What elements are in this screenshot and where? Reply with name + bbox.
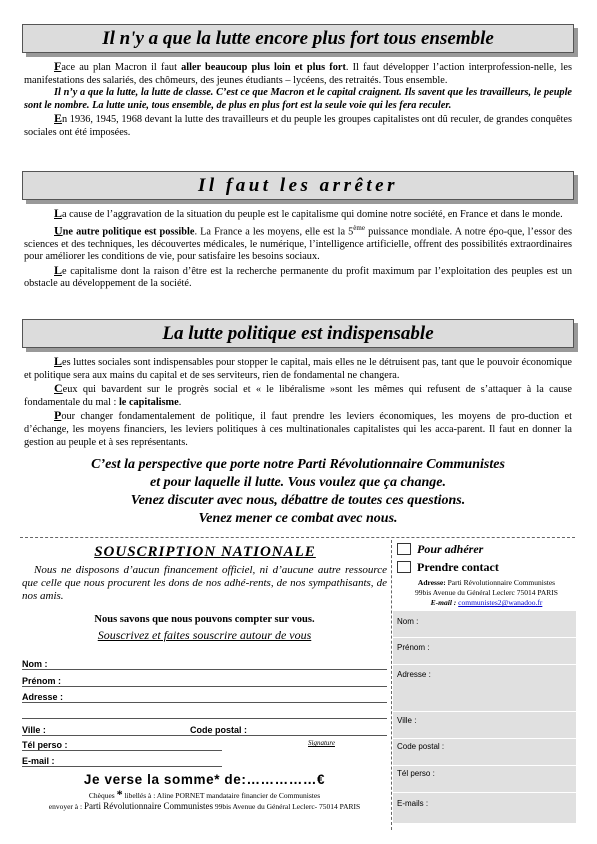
drop-cap: L bbox=[54, 354, 63, 368]
option-contact[interactable] bbox=[397, 558, 576, 576]
drop-cap: F bbox=[54, 59, 62, 73]
email-label: E-mail : bbox=[22, 756, 55, 766]
adresse-field[interactable] bbox=[22, 702, 387, 703]
banner-title-3: La lutte politique est indispensable bbox=[22, 319, 574, 348]
banner-title-2: Il faut les arrêter bbox=[22, 171, 574, 200]
s2-paragraph-1 bbox=[24, 207, 572, 222]
s3-p1-text: es luttes sociales sont indispensables pour stopper le capital, mais elles ne le détruisent pas, tant que le pouvoir économique et politique sera aux mains du capital et de ses serviteurs, rien de fondamental ne changera. bbox=[24, 357, 572, 381]
envoyer-prefix: envoyer à : bbox=[48, 802, 84, 811]
drop-cap: C bbox=[54, 381, 63, 396]
s3-paragraph-1 bbox=[24, 355, 572, 382]
addr-street: 99bis Avenue du Général Leclerc 75014 PARIS bbox=[415, 588, 558, 597]
option-contact-label: Prendre contact bbox=[417, 560, 499, 574]
souscription-line-1: Nous savons que nous pouvons compter sur vous. bbox=[94, 614, 315, 625]
s1-paragraph-1 bbox=[24, 60, 572, 87]
call-line-3: Venez discuter avec nous, débattre de toutes ces questions. bbox=[130, 493, 466, 508]
envoyer-address: 99bis Avenue du Général Leclerc- 75014 PARIS bbox=[212, 802, 361, 811]
ville-label: Ville : bbox=[22, 725, 46, 735]
code-postal-label: Code postal : bbox=[190, 725, 248, 735]
call-to-action bbox=[24, 456, 572, 528]
s2-p2-sup: ème bbox=[353, 223, 365, 232]
cheques-text: libellés à : Aline PORNET mandataire financier de Communistes bbox=[122, 791, 321, 800]
s1-p1-text-a: ace au plan Macron il faut bbox=[61, 62, 182, 73]
s2-paragraph-2 bbox=[24, 222, 572, 264]
addr-label: Adresse: bbox=[417, 578, 446, 587]
envoyer-line bbox=[22, 801, 387, 812]
call-line-1: C’est la perspective que porte notre Parti Révolutionnaire Communistes bbox=[91, 457, 505, 472]
checkbox[interactable] bbox=[397, 561, 411, 573]
adresse-label-right: Adresse : bbox=[397, 670, 431, 679]
cut-line-vertical bbox=[391, 540, 392, 830]
adherer-address bbox=[397, 578, 576, 608]
code-postal-label-right: Code postal : bbox=[397, 742, 445, 751]
souscription-paragraph: Nous ne disposons d’aucun financement officiel, ni d’aucune autre ressource que celle que nous procurent les dons de nos adhé-rents, de nos sympathisants, de nos amis. bbox=[22, 564, 387, 602]
envoyer-party: Parti Révolutionnaire Communistes bbox=[83, 801, 213, 811]
s3-p2-bold: le capitalisme bbox=[118, 396, 179, 408]
ville-field[interactable] bbox=[22, 735, 387, 736]
s2-p2-text-a: . La France a les moyens, elle est la 5 bbox=[194, 226, 354, 238]
checkbox[interactable] bbox=[397, 543, 411, 555]
cheques-line bbox=[22, 789, 387, 801]
s1-p3-text: n 1936, 1945, 1968 devant la lutte des travailleurs et du peuple les groupes capitalistes ont dû reculer, de grandes conquêtes sociales ont été imposées. bbox=[24, 114, 572, 138]
section-3 bbox=[24, 355, 572, 449]
s2-p2-bold: ne autre politique est possible bbox=[62, 226, 195, 238]
s2-p1-text: a cause de l’aggravation de la situation du peuple est le capitalisme qui domine notre société, en France et dans le monde. bbox=[62, 209, 563, 220]
drop-cap: P bbox=[54, 408, 62, 423]
souscription-title: SOUSCRIPTION NATIONALE bbox=[94, 544, 316, 560]
amount-line: Je verse la somme* de:……………€ bbox=[83, 772, 326, 787]
adresse-label: Adresse : bbox=[22, 692, 64, 702]
ville-field-right[interactable] bbox=[393, 711, 576, 738]
cheques-prefix: Chèques bbox=[88, 791, 117, 800]
call-line-2: et pour laquelle il lutte. Vous voulez que ça change. bbox=[150, 475, 446, 490]
cheques-star: * bbox=[116, 787, 123, 801]
s3-p2-text-b: . bbox=[178, 396, 182, 408]
prenom-label-right: Prénom : bbox=[397, 643, 430, 652]
drop-cap: L bbox=[54, 206, 63, 220]
s1-paragraph-3 bbox=[24, 112, 572, 139]
tel-label-right: Tél perso : bbox=[397, 769, 435, 778]
email-label: E-mail : bbox=[430, 598, 459, 607]
s1-paragraph-2: Il n’y a que la lutte, la lutte de classe. C’est ce que Macron et le capital craignent. Ils savent que les travailleurs, le peuple sont le nombre. La lutte unie, tous ensemble, de plus en plus fort est la seule voie qui les fera reculer. bbox=[24, 87, 572, 111]
banner-title-1: Il n'y a que la lutte encore plus fort tous ensemble bbox=[22, 24, 574, 53]
ville-label-right: Ville : bbox=[397, 716, 417, 725]
drop-cap: E bbox=[54, 111, 63, 126]
s1-p1-text-c: . Il faut développer l’action interprofession-nelle, les manifestations des salariés, des chômeurs, des jeunes étudiants – lycéens, des retraités. Tous ensemble. bbox=[24, 62, 572, 86]
s3-paragraph-3 bbox=[24, 409, 572, 449]
section-2 bbox=[24, 207, 572, 291]
section-1 bbox=[24, 60, 572, 140]
nom-label: Nom : bbox=[22, 659, 48, 669]
s2-p3-text: e capitalisme dont la raison d’être est la recherche permanente du profit maximum par l’exploitation des peuples est un obstacle au développement de la société. bbox=[24, 265, 572, 290]
tel-label: Tél perso : bbox=[22, 740, 68, 750]
s1-p1-bold: aller beaucoup plus loin et plus fort bbox=[181, 62, 346, 73]
call-line-4: Venez mener ce combat avec nous. bbox=[198, 511, 398, 526]
cheques-info bbox=[22, 789, 387, 812]
souscription-line-2: Souscrivez et faites souscrire autour de vous bbox=[97, 628, 312, 642]
s3-p3-text: our changer fondamentalement de politique, il faut prendre les leviers économiques, les moyens de pro-duction et d’échange, les moyens financiers, les leviers politiques à ces multinationales capitalistes qui les acca-parent. Il faut en donner la gestion au peuple et à ses représentants. bbox=[24, 411, 572, 448]
nom-field-right[interactable] bbox=[393, 610, 576, 637]
s3-p2-text-a: eux qui bavardent sur le progrès social et « le libéralisme »sont les mêmes qui refusent de s’attaquer à la cause fondamentale du mal : bbox=[24, 384, 572, 408]
prenom-label: Prénom : bbox=[22, 676, 62, 686]
s3-paragraph-2 bbox=[24, 382, 572, 409]
s2-paragraph-3 bbox=[24, 264, 572, 291]
s2-p2-text-b: puissance mondiale. A notre épo-que, l’essor des sciences et des techniques, les découvertes médicales, le numérique, l’intelligence artificielle, offrent des possibilités extraordinaires pour améliorer les conditions de vie, pour satisfaire les besoins sociaux. bbox=[24, 226, 572, 263]
nom-label-right: Nom : bbox=[397, 617, 419, 626]
adherer-box bbox=[397, 540, 576, 608]
addr-name: Parti Révolutionnaire Communistes bbox=[445, 578, 556, 587]
email-link[interactable]: communistes2@wanadoo.fr bbox=[458, 598, 543, 607]
drop-cap: L bbox=[54, 262, 63, 277]
nom-field[interactable] bbox=[22, 669, 387, 670]
email-field[interactable] bbox=[22, 766, 222, 767]
prenom-field[interactable] bbox=[22, 686, 387, 687]
option-adherer[interactable] bbox=[397, 540, 576, 558]
souscription-text bbox=[22, 564, 387, 603]
addr-email-line bbox=[397, 598, 576, 608]
drop-cap: U bbox=[54, 223, 63, 238]
signature-label: Signature bbox=[308, 739, 335, 747]
adresse-field-2[interactable] bbox=[22, 718, 387, 719]
option-adherer-label: Pour adhérer bbox=[417, 542, 484, 556]
cut-line bbox=[20, 537, 575, 538]
tel-field[interactable] bbox=[22, 750, 222, 751]
addr-line-1 bbox=[397, 578, 576, 588]
email-label-right: E-mails : bbox=[397, 799, 429, 808]
